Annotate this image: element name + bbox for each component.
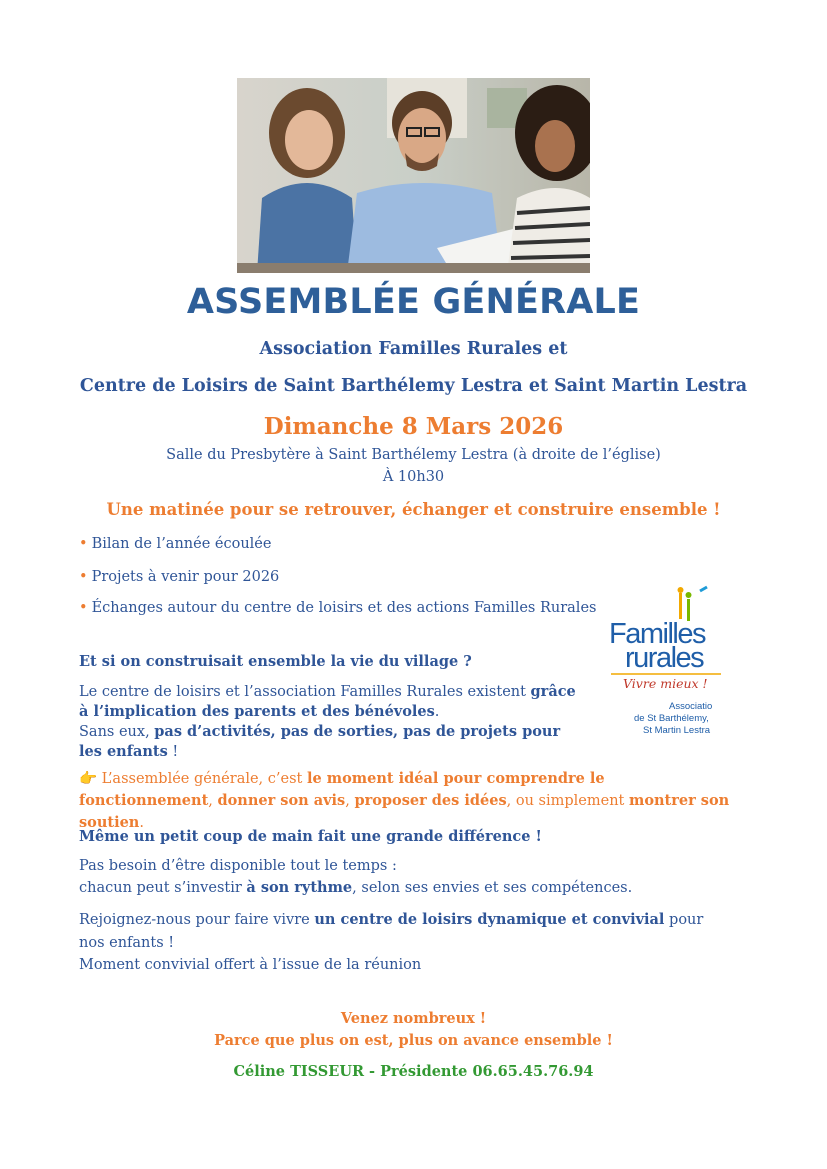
footer-contact: Céline TISSEUR - Présidente 06.65.45.76.94: [233, 1063, 594, 1080]
svg-text:St Martin Lestra: St Martin Lestra: [643, 725, 711, 736]
list-item: • Échanges autour du centre de loisirs et des actions Familles Rurales: [79, 600, 597, 616]
bullet-icon: •: [79, 536, 88, 552]
svg-text:Associatio: Associatio: [669, 701, 713, 712]
svg-text:Familles: Familles: [609, 618, 705, 650]
svg-text:Vivre mieux !: Vivre mieux !: [623, 676, 708, 691]
bullet-icon: •: [79, 600, 88, 616]
familles-rurales-logo: [605, 585, 723, 745]
paragraph-assemblee: 👉 L’assemblée générale, c’est le moment idéal pour comprendre le fonctionnement, donner son avis, proposer des idées, ou simplement montrer son soutien.: [79, 770, 730, 831]
paragraph-rejoignez: Rejoignez-nous pour faire vivre un centre de loisirs dynamique et convivial pour nos enfants ! Moment convivial offert à l’issue de la réunion: [79, 911, 704, 973]
event-time: À 10h30: [382, 469, 445, 485]
pointing-hand-icon: 👉: [79, 771, 98, 787]
bullet-icon: •: [79, 569, 88, 585]
tagline: Une matinée pour se retrouver, échanger et construire ensemble !: [106, 500, 721, 519]
event-date: Dimanche 8 Mars 2026: [263, 413, 564, 440]
subtitle-association: Association Familles Rurales et: [259, 339, 568, 359]
paragraph-implication: Le centre de loisirs et l’association Familles Rurales existent grâce à l’implication des parents et des bénévoles. Sans eux, pas d’activités, pas de sorties, pas de projets pour les enfants !: [79, 683, 576, 760]
question-heading: Et si on construisait ensemble la vie du village ?: [79, 653, 472, 670]
footer-venez: Venez nombreux !: [340, 1010, 487, 1027]
familles-rurales-logo-icon: [605, 585, 723, 745]
footer-slogan: Parce que plus on est, plus on avance ensemble !: [214, 1032, 613, 1049]
help-heading: Même un petit coup de main fait une grande différence !: [79, 828, 542, 845]
list-item: • Bilan de l’année écoulée: [79, 536, 272, 552]
page-title: ASSEMBLÉE GÉNÉRALE: [186, 282, 641, 322]
event-place: Salle du Presbytère à Saint Barthélemy Lestra (à droite de l’église): [166, 447, 661, 463]
header-photo: [237, 78, 590, 273]
paragraph-rythme: Pas besoin d’être disponible tout le temps : chacun peut s’investir à son rythme, selon ses envies et ses compétences.: [79, 858, 633, 896]
photo-people-meeting-icon: [237, 78, 590, 273]
svg-text:rurales: rurales: [625, 642, 704, 674]
list-item: • Projets à venir pour 2026: [79, 569, 280, 585]
subtitle-centre: Centre de Loisirs de Saint Barthélemy Lestra et Saint Martin Lestra: [79, 376, 748, 396]
svg-text:de St Barthélemy,: de St Barthélemy,: [634, 713, 709, 724]
